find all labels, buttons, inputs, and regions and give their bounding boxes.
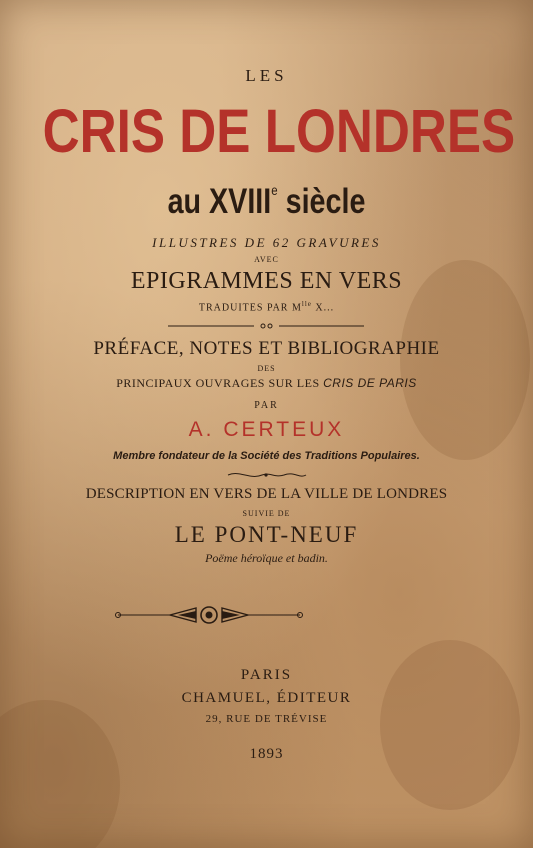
principal-works-line [0,376,533,391]
subtitle-superscript: e [271,182,278,198]
fleuron-ornament [0,604,533,626]
epigrammes-line: EPIGRAMMES EN VERS [130,268,403,294]
author-role: Membre fondateur de la Société des Traditions Populaires. [113,450,420,462]
avec-line: AVEC [254,255,279,264]
suivie-line: SUIVIE DE [242,509,291,518]
description-line: DESCRIPTION EN VERS DE LA VILLE DE LONDRES [85,486,448,502]
imprint-publisher: CHAMUEL, ÉDITEUR [181,690,352,706]
paper-stain [380,640,520,810]
preface-line: PRÉFACE, NOTES ET BIBLIOGRAPHIE [93,338,440,359]
principal-works-prefix: PRINCIPAUX OUVRAGES SUR LES [116,376,324,390]
imprint-year: 1893 [249,746,284,762]
imprint-address: 29, RUE DE TRÉVISE [205,713,328,725]
translator-suffix: X... [311,302,335,314]
illustrated-line: ILLUSTRES DE 62 GRAVURES [152,235,381,250]
imprint-city: PARIS [240,667,293,683]
pont-neuf-title: LE PONT-NEUF [174,522,359,547]
principal-works-italic: CRIS DE PARIS [323,376,417,390]
subtitle-prefix: au XVIII [167,182,272,221]
subtitle-suffix: siècle [277,182,366,221]
rule-ornament [0,321,533,331]
translator-prefix: TRADUITES PAR M [198,302,302,314]
translator-superscript: lle [301,300,312,308]
translator-line [0,300,533,313]
subtitle-century [48,182,485,222]
author-name: A. CERTEUX [188,418,345,441]
poem-subtitle: Poëme héroïque et badin. [205,551,328,565]
small-ornament [0,470,533,480]
des-line: DES [257,364,276,373]
title-article: LES [245,66,288,85]
par-line: PAR [254,400,279,411]
main-title: CRIS DE LONDRES [42,97,516,165]
